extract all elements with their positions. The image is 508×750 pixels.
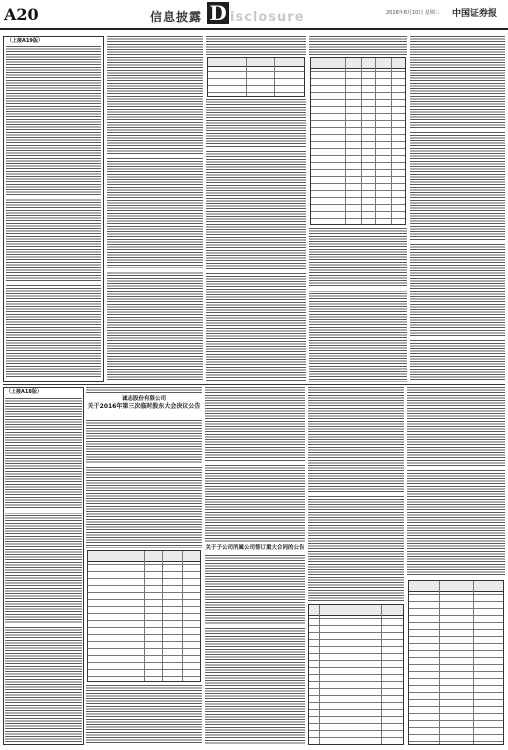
text-column <box>206 99 306 382</box>
text-column <box>205 628 305 745</box>
data-table <box>87 550 201 682</box>
continuation-label: （上接A19版） <box>7 38 43 44</box>
header-rule <box>0 28 508 30</box>
text-column <box>410 36 505 382</box>
section-divider <box>3 384 505 385</box>
data-table <box>310 57 406 225</box>
issue-date: 2016年8月10日 星期三 <box>386 10 440 16</box>
announcement-company: 诚志股份有限公司 <box>121 396 166 402</box>
text-column <box>309 36 407 56</box>
section-letter-mark: D <box>207 2 229 24</box>
data-table <box>408 580 504 745</box>
announcement-title: 关于2016年第三次临时股东大会决议公告 <box>87 403 201 410</box>
text-column <box>86 685 202 745</box>
section-title: 信息披露 <box>150 10 203 24</box>
text-column <box>86 420 202 548</box>
text-column <box>205 387 305 543</box>
text-column <box>206 36 306 56</box>
newspaper-logo: 中国证券报 <box>452 9 498 19</box>
text-column <box>309 228 407 382</box>
text-column <box>107 36 203 382</box>
data-table <box>207 57 305 97</box>
text-column <box>407 387 505 577</box>
text-column <box>5 398 82 742</box>
page-header <box>0 0 508 30</box>
text-column <box>308 387 404 601</box>
text-column <box>6 46 101 379</box>
continuation-label: （上接A18版） <box>6 389 42 395</box>
section-title-en: isclosure <box>230 10 305 25</box>
announcement-title-right: 关于子公司所属公司签订重大合同的公告 <box>205 545 305 551</box>
text-column <box>86 387 202 395</box>
data-table <box>308 604 404 745</box>
text-column <box>205 555 305 625</box>
page-number: A20 <box>4 5 39 24</box>
